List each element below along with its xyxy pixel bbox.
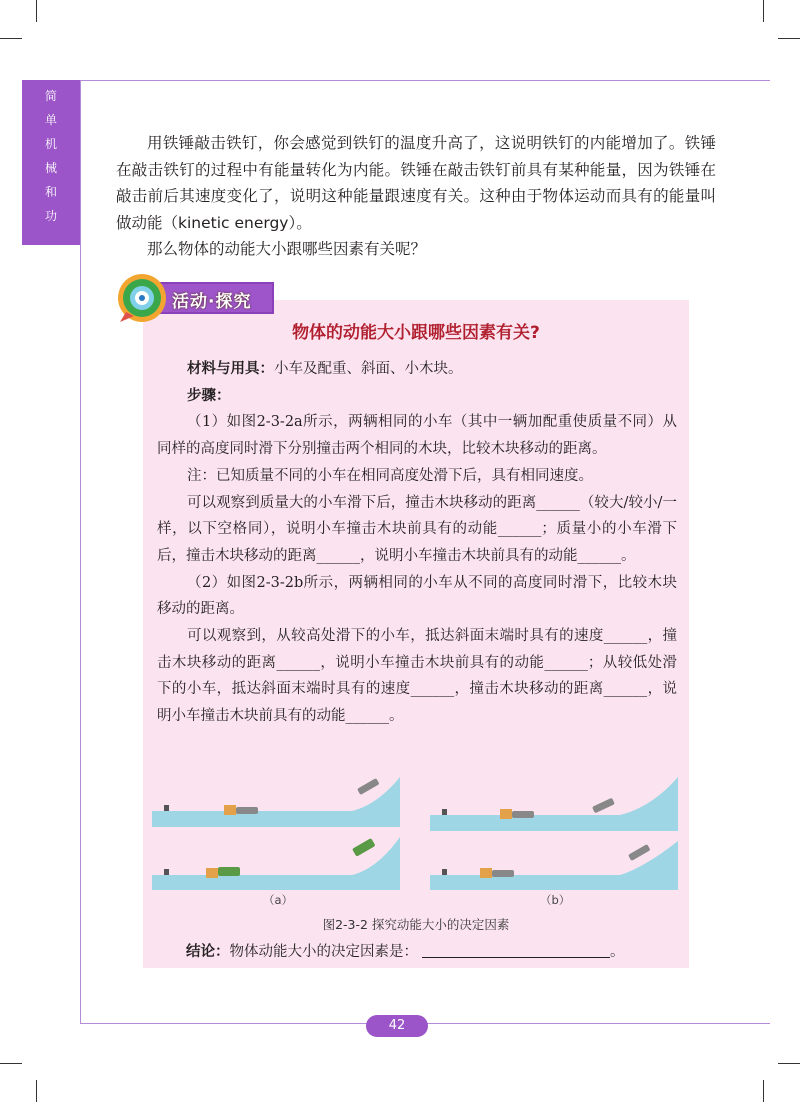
conclusion-blank[interactable]	[422, 943, 610, 958]
side-char: 单	[44, 113, 57, 127]
conclusion-label: 结论：	[186, 944, 230, 960]
step-2: （2）如图2-3-2b所示，两辆相同的小车从不同的高度同时滑下，比较木块移动的距离。	[157, 574, 677, 618]
chapter-side-label	[22, 84, 80, 228]
figure-a-label: （a）	[263, 893, 294, 907]
figure-caption: 图2-3-2 探究动能大小的决定因素	[322, 917, 510, 932]
materials-label: 材料与用具：	[187, 361, 274, 377]
crop-mark	[778, 38, 800, 39]
crop-mark	[778, 1063, 800, 1064]
observation-2: 可以观察到，从较高处滑下的小车，抵达斜面末端时具有的速度______，撞击木块移动的距离______，说明小车撞击木块前具有的动能______；从较低处滑下的小车，抵达斜面末端时具有的速度______，撞击木块移动的距离______，说明小车撞击木块前具有的动能______。	[157, 628, 677, 725]
figure-b-label: （b）	[540, 893, 571, 907]
steps-label: 步骤：	[187, 387, 231, 404]
frame-top-line	[80, 80, 770, 81]
materials-text: 小车及配重、斜面、小木块。	[274, 361, 463, 377]
activity-badge-label: 活动·探究	[172, 292, 252, 312]
crop-mark	[0, 1063, 22, 1064]
side-char: 机	[44, 137, 57, 151]
note: 注：已知质量不同的小车在相同高度处滑下后，具有相同速度。	[187, 467, 593, 484]
step-1: （1）如图2-3-2a所示，两辆相同的小车（其中一辆加配重使质量不同）从同样的高度同时滑下分别撞击两个相同的木块，比较木块移动的距离。	[157, 414, 677, 458]
crop-mark	[0, 38, 22, 39]
intro-paragraph: 用铁锤敲击铁钉，你会感觉到铁钉的温度升高了，这说明铁钉的内能增加了。铁锤在敲击铁钉的过程中有能量转化为内能。铁锤在敲击铁钉前具有某种能量，因为铁锤在敲击前后其速度变化了，说明这种能量跟速度有关。这种由于物体运动而具有的能量叫做动能（kinetic energy）。	[116, 134, 716, 232]
crop-mark	[763, 1080, 764, 1102]
crop-mark	[36, 0, 37, 22]
side-char: 功	[44, 209, 57, 223]
conclusion-text: 物体动能大小的决定因素是：	[229, 944, 418, 960]
crop-mark	[36, 1080, 37, 1102]
page-number: 42	[366, 1015, 428, 1037]
figure-a-illustration	[152, 775, 400, 890]
frame-left-line	[80, 80, 81, 1023]
intro-text	[116, 130, 716, 263]
side-char: 和	[44, 185, 57, 199]
crop-mark	[763, 0, 764, 22]
activity-title: 物体的动能大小跟哪些因素有关?	[292, 323, 540, 343]
figure-b-illustration	[430, 775, 678, 890]
activity-body	[157, 356, 677, 730]
side-char: 简	[44, 89, 57, 103]
observation-1: 可以观察到质量大的小车滑下后，撞击木块移动的距离______（较大/较小/一样，以下空格同），说明小车撞击木块前具有的动能______；质量小的小车滑下后，撞击木块移动的距离______，说明小车撞击木块前具有的动能______。	[157, 494, 677, 564]
intro-question: 那么物体的动能大小跟哪些因素有关呢？	[147, 240, 427, 258]
side-char: 械	[44, 161, 57, 175]
conclusion: 结论：物体动能大小的决定因素是： 。	[186, 944, 625, 960]
